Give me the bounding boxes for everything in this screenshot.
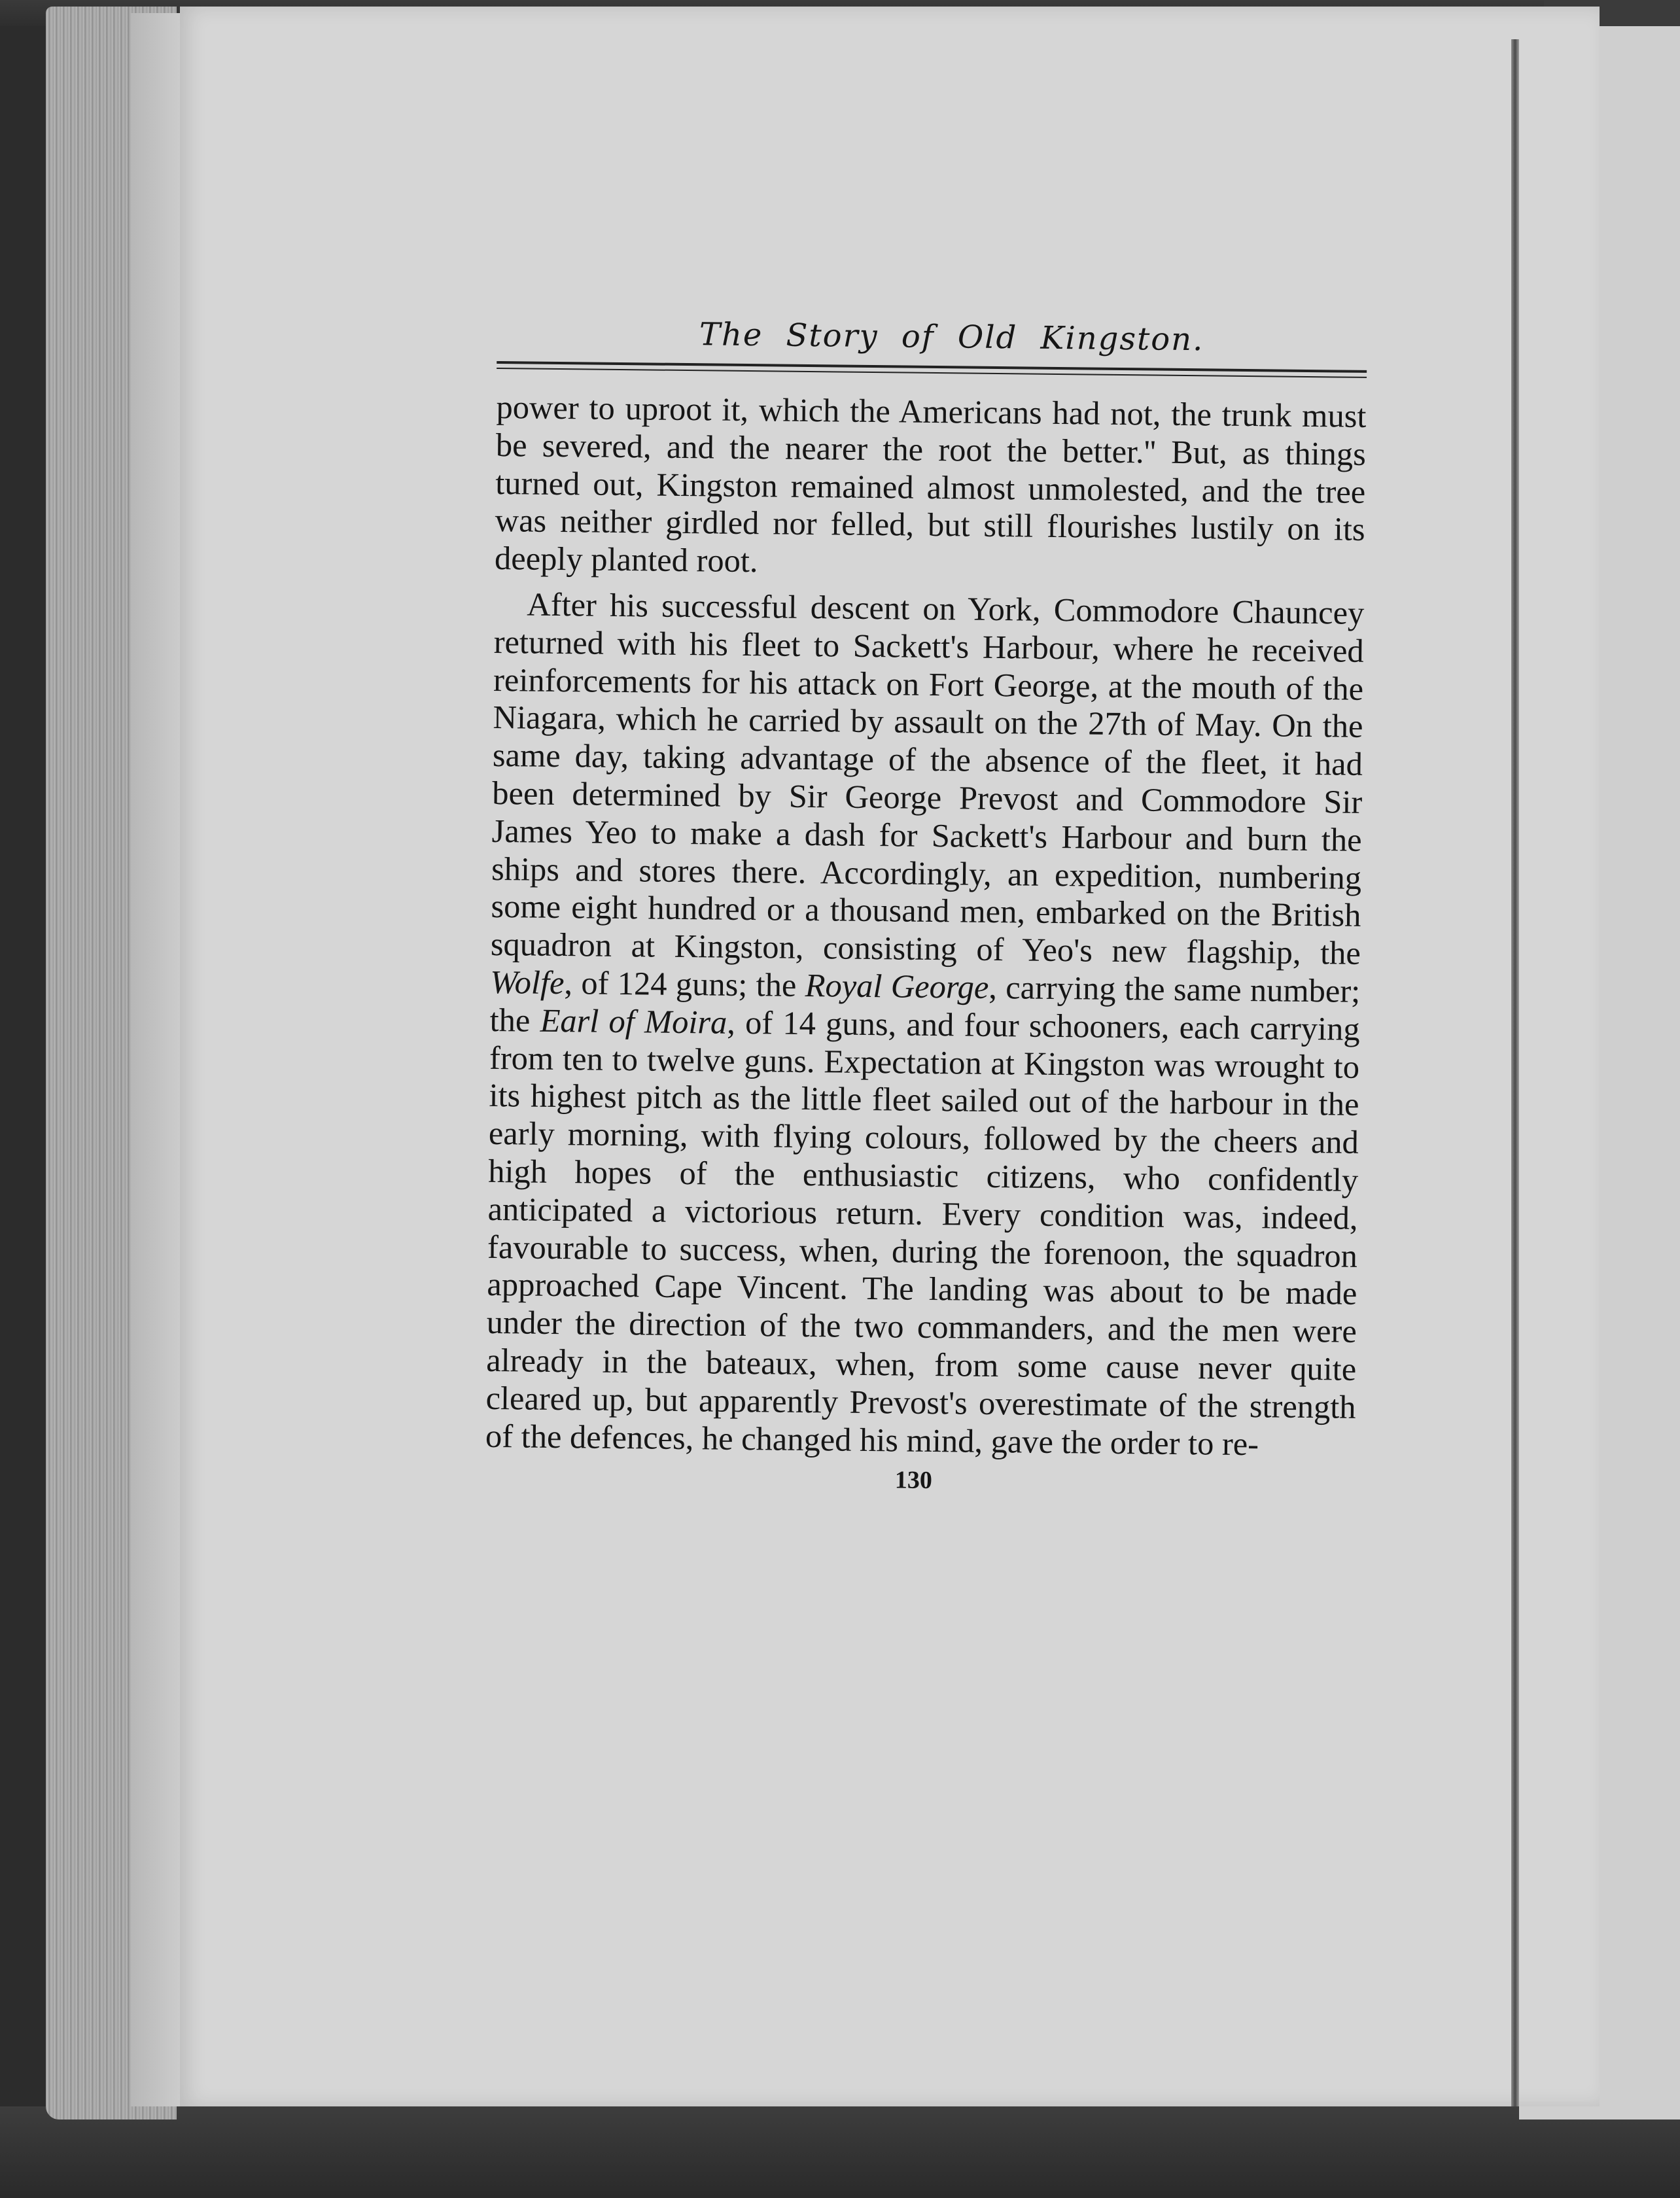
paragraph-2: [485, 585, 1365, 1464]
header-rule-thick: [497, 361, 1367, 373]
paragraph-2-text-4: , of 14 guns, and four schooners, each carrying from ten to twelve guns. Expectation at Kingston was wrought to its highest pitch as the little fleet sailed out of the harbour in the early morning, with flying colours, followed by the cheers and high hopes of the enthusiastic citizens, who confidently anticipated a victorious return. Every condition was, indeed, favourable to success, when, during the forenoon, the squadron approached Cape Vincent. The landing was about to be made under the direction of the two commanders, and the men were already in the bateaux, when, from some cause never quite cleared up, but apparently Prevost's overestimate of the strength of the defences, he changed his mind, gave the order to re-: [485, 1003, 1360, 1462]
page-content: [485, 314, 1367, 1499]
paragraph-2-text-2: , of 124 guns; the: [564, 964, 805, 1003]
paragraph-1: power to uproot it, which the Americans had not, the trunk must be severed, and the nearer the root the better.'' But, as things turned out, Kingston remained almost unmolested, and the tree was neither girdled nor felled, but still flourishes lustily on its deeply planted root.: [494, 388, 1367, 580]
body-text: [485, 389, 1367, 1464]
paragraph-2-text-1: After his successful descent on York, Commodore Chauncey returned with his fleet to Sackett's Harbour, where he received reinforcements for his attack on Fort George, at the mouth of the Niagara, which he carried by assault on the 27th of May. On the same day, taking advantage of the absence of the fleet, it had been determined by Sir George Prevost and Commodore Sir James Yeo to make a dash for Sackett's Harbour and burn the ships and stores there. Accordingly, an expedition, numbering some eight hundred or a thousand men, embarked on the British squadron at Kingston, consisting of Yeo's new flagship, the: [490, 585, 1365, 972]
ship-name-royal-george: Royal George: [805, 966, 989, 1005]
ship-name-wolfe: Wolfe: [490, 963, 565, 1002]
background-bottom: [0, 2106, 1680, 2198]
running-head: The Story of Old Kingston.: [699, 316, 1204, 358]
book-gutter: [1511, 39, 1519, 2106]
ship-name-earl-of-moira: Earl of Moira: [540, 1002, 727, 1041]
paragraph-2-text-3: , carrying the same number; the: [489, 968, 1361, 1039]
page-number: 130: [894, 1466, 933, 1495]
